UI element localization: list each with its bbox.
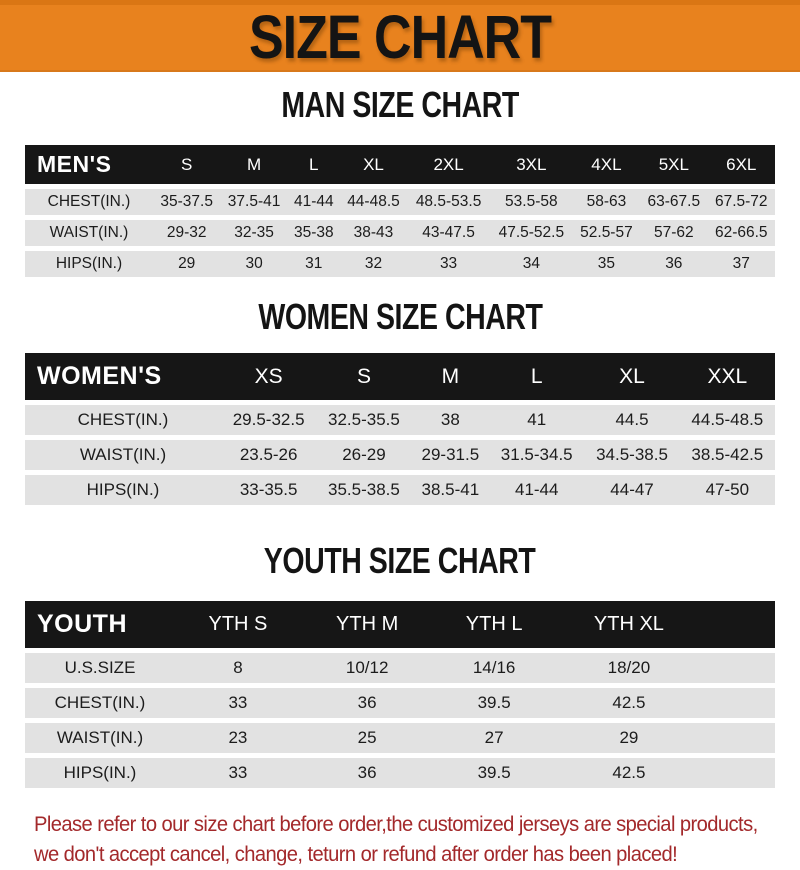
size-column-header: XL [584,353,679,400]
size-cell: 32 [340,251,407,277]
size-cell: 48.5-53.5 [407,189,490,215]
size-column-header: XS [221,353,316,400]
size-column-header: S [316,353,411,400]
size-column-header: YTH XL [555,601,703,648]
size-cell: 41-44 [489,475,584,505]
table-row [25,440,775,470]
table-row [25,653,775,683]
spacer-cell [703,723,775,753]
size-cell: 29 [555,723,703,753]
size-column-header: L [489,353,584,400]
row-label: WAIST(IN.) [25,220,153,246]
table-row [25,405,775,435]
men-section-heading-text: MAN SIZE CHART [281,83,519,126]
size-cell: 39.5 [433,758,554,788]
size-cell: 35 [573,251,640,277]
size-column-header: YTH L [433,601,554,648]
size-cell: 44-48.5 [340,189,407,215]
size-column-header: 5XL [640,145,707,184]
size-cell: 42.5 [555,758,703,788]
spacer-cell [703,601,775,648]
size-column-header: L [288,145,340,184]
size-cell: 29-31.5 [412,440,489,470]
women-section-heading [0,295,800,338]
row-label: HIPS(IN.) [25,475,221,505]
size-column-header: M [412,353,489,400]
size-cell: 38-43 [340,220,407,246]
size-cell: 30 [220,251,287,277]
size-cell: 37.5-41 [220,189,287,215]
size-cell: 53.5-58 [490,189,573,215]
disclaimer-line-2: we don't accept cancel, change, teturn or refund after order has been placed! [34,843,678,866]
size-cell: 44-47 [584,475,679,505]
size-cell: 26-29 [316,440,411,470]
size-cell: 32.5-35.5 [316,405,411,435]
size-cell: 35-37.5 [153,189,220,215]
table-row [25,189,775,215]
size-cell: 34.5-38.5 [584,440,679,470]
size-cell: 41 [489,405,584,435]
size-cell: 42.5 [555,688,703,718]
women-table-title-cell: WOMEN'S [25,353,221,400]
size-cell: 52.5-57 [573,220,640,246]
row-label: WAIST(IN.) [25,723,175,753]
table-row [25,758,775,788]
size-column-header: M [220,145,287,184]
size-cell: 29-32 [153,220,220,246]
size-cell: 57-62 [640,220,707,246]
size-cell: 36 [301,688,434,718]
size-cell: 34 [490,251,573,277]
youth-table-title-cell: YOUTH [25,601,175,648]
page-title: SIZE CHART [249,3,551,72]
size-cell: 43-47.5 [407,220,490,246]
row-label: CHEST(IN.) [25,405,221,435]
youth-size-table [25,596,775,793]
size-cell: 27 [433,723,554,753]
size-cell: 39.5 [433,688,554,718]
spacer-cell [703,758,775,788]
size-cell: 10/12 [301,653,434,683]
size-column-header: 6XL [708,145,775,184]
size-column-header: YTH M [301,601,434,648]
row-label: WAIST(IN.) [25,440,221,470]
size-cell: 23 [175,723,301,753]
size-cell: 8 [175,653,301,683]
men-size-table [25,140,775,282]
women-section-heading-text: WOMEN SIZE CHART [257,295,543,338]
youth-section-heading [0,539,800,582]
size-cell: 58-63 [573,189,640,215]
size-cell: 25 [301,723,434,753]
table-row [25,723,775,753]
size-cell: 14/16 [433,653,554,683]
size-cell: 47.5-52.5 [490,220,573,246]
disclaimer [34,810,800,870]
banner [0,0,800,72]
table-row [25,251,775,277]
size-cell: 36 [301,758,434,788]
size-cell: 38.5-41 [412,475,489,505]
size-cell: 33 [407,251,490,277]
table-row [25,688,775,718]
size-cell: 67.5-72 [708,189,775,215]
size-column-header: XL [340,145,407,184]
size-cell: 23.5-26 [221,440,316,470]
youth-section-heading-text: YOUTH SIZE CHART [264,539,536,582]
row-label: CHEST(IN.) [25,688,175,718]
size-cell: 18/20 [555,653,703,683]
size-cell: 41-44 [288,189,340,215]
size-cell: 38 [412,405,489,435]
row-label: U.S.SIZE [25,653,175,683]
size-column-header: S [153,145,220,184]
size-cell: 29.5-32.5 [221,405,316,435]
spacer-cell [703,653,775,683]
size-column-header: YTH S [175,601,301,648]
size-cell: 37 [708,251,775,277]
size-cell: 36 [640,251,707,277]
table-row [25,475,775,505]
size-cell: 44.5-48.5 [680,405,775,435]
table-header-row [25,145,775,184]
size-cell: 33-35.5 [221,475,316,505]
size-cell: 38.5-42.5 [680,440,775,470]
size-column-header: 2XL [407,145,490,184]
row-label: HIPS(IN.) [25,251,153,277]
spacer-cell [703,688,775,718]
size-cell: 47-50 [680,475,775,505]
size-cell: 33 [175,688,301,718]
size-cell: 31 [288,251,340,277]
size-cell: 62-66.5 [708,220,775,246]
row-label: HIPS(IN.) [25,758,175,788]
size-cell: 35-38 [288,220,340,246]
size-cell: 31.5-34.5 [489,440,584,470]
table-header-row [25,353,775,400]
size-column-header: 4XL [573,145,640,184]
men-section-heading [0,83,800,126]
size-cell: 33 [175,758,301,788]
row-label: CHEST(IN.) [25,189,153,215]
women-size-table [25,348,775,510]
size-cell: 44.5 [584,405,679,435]
size-cell: 29 [153,251,220,277]
size-cell: 63-67.5 [640,189,707,215]
size-column-header: XXL [680,353,775,400]
size-cell: 35.5-38.5 [316,475,411,505]
men-table-title-cell: MEN'S [25,145,153,184]
size-column-header: 3XL [490,145,573,184]
table-header-row [25,601,775,648]
disclaimer-line-1: Please refer to our size chart before order,the customized jerseys are special products, [34,813,758,836]
table-row [25,220,775,246]
size-cell: 32-35 [220,220,287,246]
